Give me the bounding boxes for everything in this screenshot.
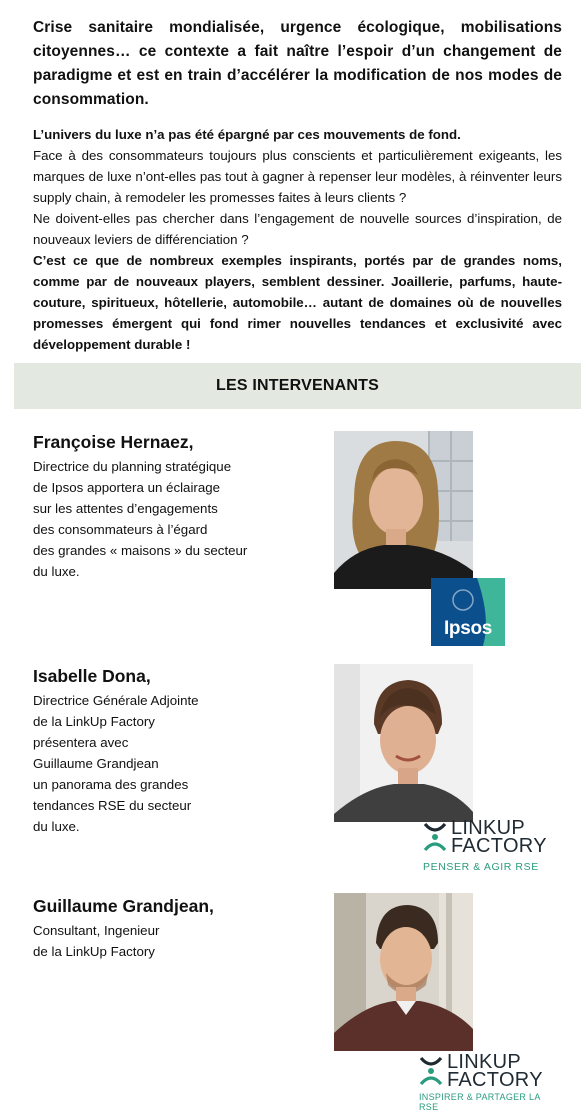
speaker-guillaume-grandjean bbox=[33, 895, 293, 962]
ipsos-logo-text: Ipsos bbox=[443, 618, 493, 639]
section-title: LES INTERVENANTS bbox=[216, 377, 379, 394]
speaker-isabelle-dona bbox=[33, 665, 293, 837]
linkup-word-2: FACTORY bbox=[451, 835, 547, 857]
speaker-bio-line: sur les attentes d’engagements bbox=[33, 501, 218, 516]
speaker-bio-line: Directrice du planning stratégique bbox=[33, 459, 232, 474]
linkup-factory-logo-2 bbox=[418, 1053, 558, 1112]
speaker-bio-line: Consultant, Ingenieur bbox=[33, 923, 160, 938]
speaker-francoise-hernaez bbox=[33, 431, 293, 582]
speaker-bio-line: tendances RSE du secteur bbox=[33, 798, 192, 813]
speaker-bio-line: un panorama des grandes bbox=[33, 777, 189, 792]
linkup-word-2: FACTORY bbox=[447, 1069, 543, 1091]
speaker-bio-line: du luxe. bbox=[33, 564, 80, 579]
body-paragraph-1: L’univers du luxe n’a pas été épargné par ces mouvements de fond. bbox=[33, 127, 461, 142]
speaker-photo-francoise bbox=[334, 431, 473, 589]
speaker-bio-line: du luxe. bbox=[33, 819, 80, 834]
speaker-name: Françoise Hernaez, bbox=[33, 432, 194, 452]
speaker-bio-line: des grandes « maisons » du secteur bbox=[33, 543, 248, 558]
intro-paragraph: Crise sanitaire mondialisée, urgence écologique, mobilisations citoyennes… ce contexte a fait naître l’espoir d’un changement de paradigme et est en train d’accélérer la modification de nos modes de consommation. bbox=[33, 19, 562, 108]
speaker-name: Isabelle Dona, bbox=[33, 666, 151, 686]
linkup-factory-logo-1 bbox=[422, 819, 562, 873]
linkup-tagline: PENSER & AGIR RSE bbox=[423, 861, 539, 873]
linkup-tagline: INSPIRER & PARTAGER LA RSE bbox=[419, 1092, 541, 1112]
speaker-bio-line: des consommateurs à l’égard bbox=[33, 522, 208, 537]
linkup-word-1: LINKUP bbox=[447, 1051, 522, 1073]
speaker-name: Guillaume Grandjean, bbox=[33, 896, 214, 916]
speaker-bio-line: présentera avec bbox=[33, 735, 129, 750]
speaker-photo-isabelle bbox=[334, 664, 473, 822]
speaker-bio-line: de la LinkUp Factory bbox=[33, 714, 155, 729]
linkup-word-1: LINKUP bbox=[451, 817, 526, 839]
speaker-bio-line: de Ipsos apportera un éclairage bbox=[33, 480, 221, 495]
body-paragraph-3: Ne doivent-elles pas chercher dans l’engagement de nouvelle sources d’inspiration, de nouveaux leviers de différenciation ? bbox=[33, 211, 562, 247]
speaker-bio-line: de la LinkUp Factory bbox=[33, 944, 155, 959]
linkup-figure-icon bbox=[418, 1056, 444, 1086]
body-paragraph-2: Face à des consommateurs toujours plus conscients et particulièrement exigeants, les marques de luxe n’ont-elles pas tout à gagner à repenser leur modèles, à réinventer leurs supply chain, à remodeler les promesses faites à leurs clients ? bbox=[33, 148, 562, 205]
body-text bbox=[33, 124, 562, 355]
ipsos-logo bbox=[431, 578, 505, 646]
speaker-bio-line: Guillaume Grandjean bbox=[33, 756, 159, 771]
body-paragraph-4: C’est ce que de nombreux exemples inspirants, portés par de grandes noms, comme par de nouveaux players, semblent dessiner. Joaillerie, parfums, haute-couture, spiritueux, hôtellerie, automobile… autant de domaines où de nouvelles promesses émergent qui fond rimer nouvelles tendances et exclusivité avec développement durable ! bbox=[33, 253, 562, 352]
section-banner bbox=[14, 363, 581, 409]
speaker-photo-guillaume bbox=[334, 893, 473, 1051]
speaker-bio-line: Directrice Générale Adjointe bbox=[33, 693, 199, 708]
linkup-figure-icon bbox=[422, 822, 448, 852]
